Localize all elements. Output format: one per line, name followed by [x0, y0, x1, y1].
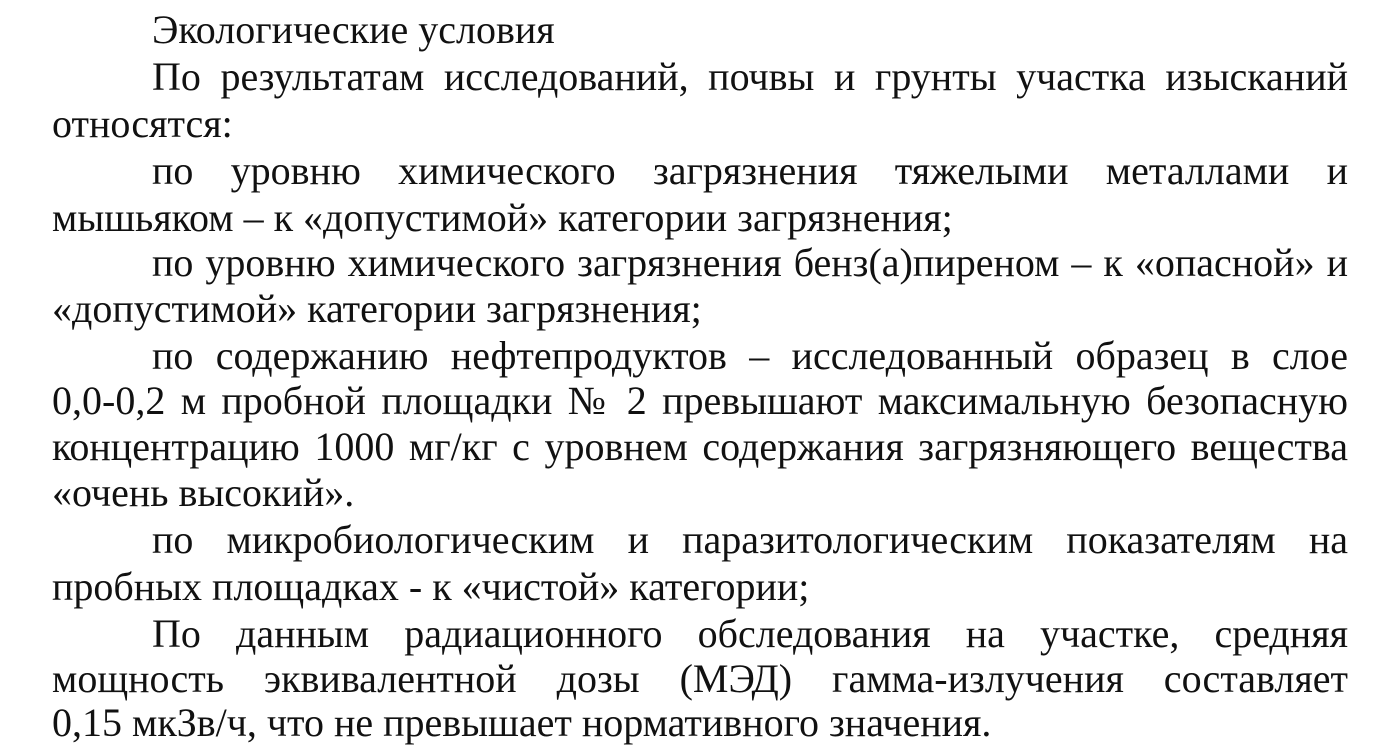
paragraph-line: по уровню химического загрязнения тяжелыми металлами и: [152, 148, 1348, 193]
paragraph-line: по уровню химического загрязнения бенз(а)пиреном – к «опасной» и: [152, 240, 1348, 285]
paragraph-line: по содержанию нефтепродуктов – исследованный образец в слое: [152, 333, 1348, 378]
paragraph-line: концентрацию 1000 мг/кг с уровнем содержания загрязняющего вещества: [52, 424, 1348, 469]
paragraph-line: относятся:: [52, 101, 233, 146]
paragraph-line: «очень высокий».: [52, 470, 355, 515]
section-heading: Экологические условия: [152, 7, 555, 52]
paragraph-line: пробных площадках - к «чистой» категории;: [52, 564, 810, 609]
paragraph-line: мощность эквивалентной дозы (МЭД) гамма-излучения составляет: [52, 656, 1348, 701]
paragraph-line: по микробиологическим и паразитологическим показателям на: [152, 517, 1348, 562]
paragraph-line: 0,0-0,2 м пробной площадки № 2 превышают максимальную безопасную: [52, 378, 1348, 423]
paragraph-line: По результатам исследований, почвы и грунты участка изысканий: [152, 54, 1348, 99]
paragraph-line: По данным радиационного обследования на участке, средняя: [152, 611, 1348, 656]
paragraph-line: мышьяком – к «допустимой» категории загрязнения;: [52, 195, 953, 240]
paragraph-line: «допустимой» категории загрязнения;: [52, 286, 702, 331]
paragraph-line: 0,15 мкЗв/ч, что не превышает нормативного значения.: [52, 700, 992, 745]
